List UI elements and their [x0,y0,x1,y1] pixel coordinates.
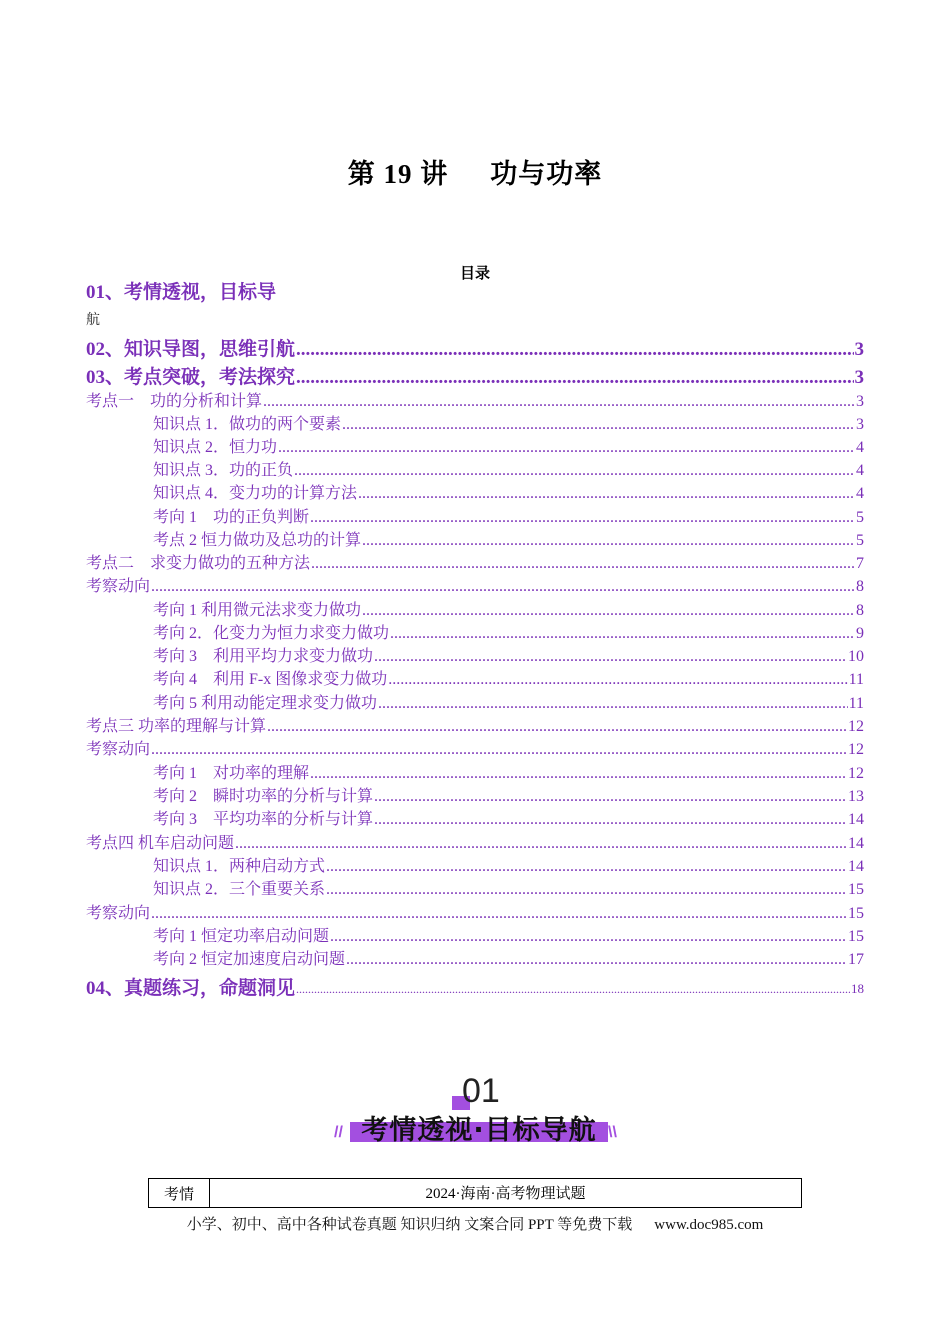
toc-entry[interactable] [86,438,864,458]
toc-leader-dots [362,601,855,621]
toc-entry[interactable] [86,740,864,760]
toc-page-number: 3 [854,339,864,360]
toc-entry-title: 考向 1 对功率的理解 [153,765,310,782]
toc-entry-title: 考点一 功的分析和计算 [86,393,263,410]
toc-entry[interactable] [86,764,864,784]
footer-text: 小学、初中、高中各种试卷真题 知识归纳 文案合同 PPT 等免费下载 [186,1217,633,1233]
toc-entry[interactable] [86,281,864,305]
exam-info-table [148,1178,802,1208]
toc-page-number: 4 [856,439,864,456]
toc-page-number: 13 [848,788,864,805]
toc-entry-title: 考点三 功率的理解与计算 [86,718,267,735]
toc-entry[interactable] [86,338,864,362]
toc-entry[interactable] [86,554,864,574]
toc-leader-dots [151,740,847,760]
toc-leader-dots [311,554,855,574]
toc-entry[interactable] [86,531,864,551]
toc-leader-dots [388,670,847,690]
toc-page-number: 15 [848,881,864,898]
toc-leader-dots [294,461,855,481]
toc-entry[interactable] [86,857,864,877]
toc-leader-dots [310,508,855,528]
toc-page-number: 18 [851,981,864,996]
toc-page-number: 3 [856,416,864,433]
toc-entry[interactable] [86,717,864,737]
lecture-number: 第 19 讲 [347,159,449,189]
section-label: 考情透视·目标导航 [361,1115,597,1146]
toc-leader-dots [151,577,855,597]
toc-entry[interactable] [86,810,864,830]
toc-leader-dots [330,927,847,947]
toc-page-number: 3 [854,367,864,388]
toc-entry-title: 考察动向 [86,905,151,922]
toc-entry-title: 04、真题练习，命题洞见 [86,978,296,999]
toc-entry[interactable] [86,904,864,924]
toc-entry-title: 知识点 3．功的正负 [153,462,294,479]
toc-entry-title: 考向 2．化变力为恒力求变力做功 [153,625,390,642]
toc-page-number: 12 [848,718,864,735]
toc-leader-dots [326,857,847,877]
toc-entry-title: 知识点 1．两种启动方式 [153,858,326,875]
toc-entry-title: 01、考情透视，目标导 [86,282,277,303]
toc-leader-dots [390,624,855,644]
toc-entry-title: 考察动向 [86,578,151,595]
toc-entry[interactable] [86,787,864,807]
toc-entry[interactable] [86,624,864,644]
toc-entry-title: 考向 1 恒定功率启动问题 [153,928,330,945]
toc-entry-title: 考点二 求变力做功的五种方法 [86,555,311,572]
section-number: 01 [462,1072,500,1110]
toc-entry[interactable] [86,880,864,900]
toc-entry[interactable] [86,670,864,690]
toc-entry-title: 考点四 机车启动问题 [86,835,235,852]
toc-entry-title: 知识点 4．变力功的计算方法 [153,485,358,502]
section-badge [334,1072,624,1152]
toc-leader-dots [296,366,853,390]
toc-entry[interactable] [86,927,864,947]
page-footer [0,1213,950,1234]
toc-entry-title: 考向 4 利用 F-x 图像求变力做功 [153,671,388,688]
toc-entry[interactable] [86,694,864,714]
toc-entry-title: 考点 2 恒力做功及总功的计算 [153,532,362,549]
toc-leader-dots [374,810,847,830]
toc-page-number: 10 [848,648,864,665]
toc-entry-title: 考向 2 瞬时功率的分析与计算 [153,788,374,805]
table-header-cell: 考情 [149,1179,210,1207]
toc-page-number: 15 [848,905,864,922]
toc-wrapped-text: 航 [86,313,100,328]
toc-entry[interactable] [86,977,864,1001]
footer-url: www.doc985.com [654,1217,764,1233]
toc-leader-dots [151,904,847,924]
toc-heading: 目录 [459,266,490,282]
toc-page-number: 11 [848,695,864,712]
toc-page-number: 9 [856,625,864,642]
toc-page-number: 3 [856,393,864,410]
toc-entry[interactable] [86,392,864,412]
toc-leader-dots [310,764,847,784]
toc-entry[interactable] [86,461,864,481]
toc-page-number: 14 [848,811,864,828]
toc-entry-title: 知识点 1．做功的两个要素 [153,416,342,433]
left-slash-decoration: // [334,1124,343,1141]
toc-page-number: 4 [856,485,864,502]
toc-entry-title: 考向 3 利用平均力求变力做功 [153,648,374,665]
toc-page-number: 12 [848,741,864,758]
toc-entry-title: 知识点 2．恒力功 [153,439,278,456]
right-slash-decoration: \\ [608,1124,617,1141]
toc-entry[interactable] [86,577,864,597]
toc-entry[interactable] [86,484,864,504]
toc-leader-dots [342,415,855,435]
toc-leader-dots [296,338,853,362]
toc-entry[interactable] [86,415,864,435]
toc-page-number: 8 [856,602,864,619]
toc-leader-dots [235,834,847,854]
toc-entry-title: 考察动向 [86,741,151,758]
toc-entry[interactable] [86,508,864,528]
table-value-cell: 2024·海南·高考物理试题 [425,1186,586,1202]
toc-page-number: 5 [856,509,864,526]
toc-entry-title: 考向 5 利用动能定理求变力做功 [153,695,378,712]
toc-entry-title: 知识点 2．三个重要关系 [153,881,326,898]
toc-leader-dots [278,438,855,458]
toc-page-number: 7 [856,555,864,572]
toc-page-number: 5 [856,532,864,549]
toc-page-number: 14 [848,858,864,875]
toc-entry-title: 考向 2 恒定加速度启动问题 [153,951,346,968]
toc-entry[interactable] [86,601,864,621]
toc-entry-title: 考向 1 功的正负判断 [153,509,310,526]
lecture-topic: 功与功率 [490,159,603,189]
toc-leader-dots [374,787,847,807]
toc-entry[interactable] [86,366,864,390]
toc-entry-title: 03、考点突破，考法探究 [86,367,296,388]
toc-page-number: 14 [848,835,864,852]
toc-entry[interactable] [86,834,864,854]
toc-leader-dots [346,950,847,970]
toc-entry-title: 02、知识导图，思维引航 [86,339,296,360]
toc-leader-dots [263,392,855,412]
toc-page-number: 8 [856,578,864,595]
toc-leader-dots [326,880,847,900]
toc-leader-dots [378,694,848,714]
toc-entry[interactable] [86,950,864,970]
toc-page-number: 4 [856,462,864,479]
toc-leader-dots [374,647,847,667]
toc-leader-dots [358,484,855,504]
toc-page-number: 17 [848,951,864,968]
toc-page-number: 12 [848,765,864,782]
toc-leader-dots [296,977,850,1001]
page-title [0,152,950,191]
toc-entry[interactable] [86,647,864,667]
toc-entry-title: 考向 3 平均功率的分析与计算 [153,811,374,828]
toc-page-number: 11 [848,671,864,688]
toc-entry-title: 考向 1 利用微元法求变力做功 [153,602,362,619]
toc-page-number: 15 [848,928,864,945]
toc-leader-dots [267,717,847,737]
toc-leader-dots [362,531,855,551]
